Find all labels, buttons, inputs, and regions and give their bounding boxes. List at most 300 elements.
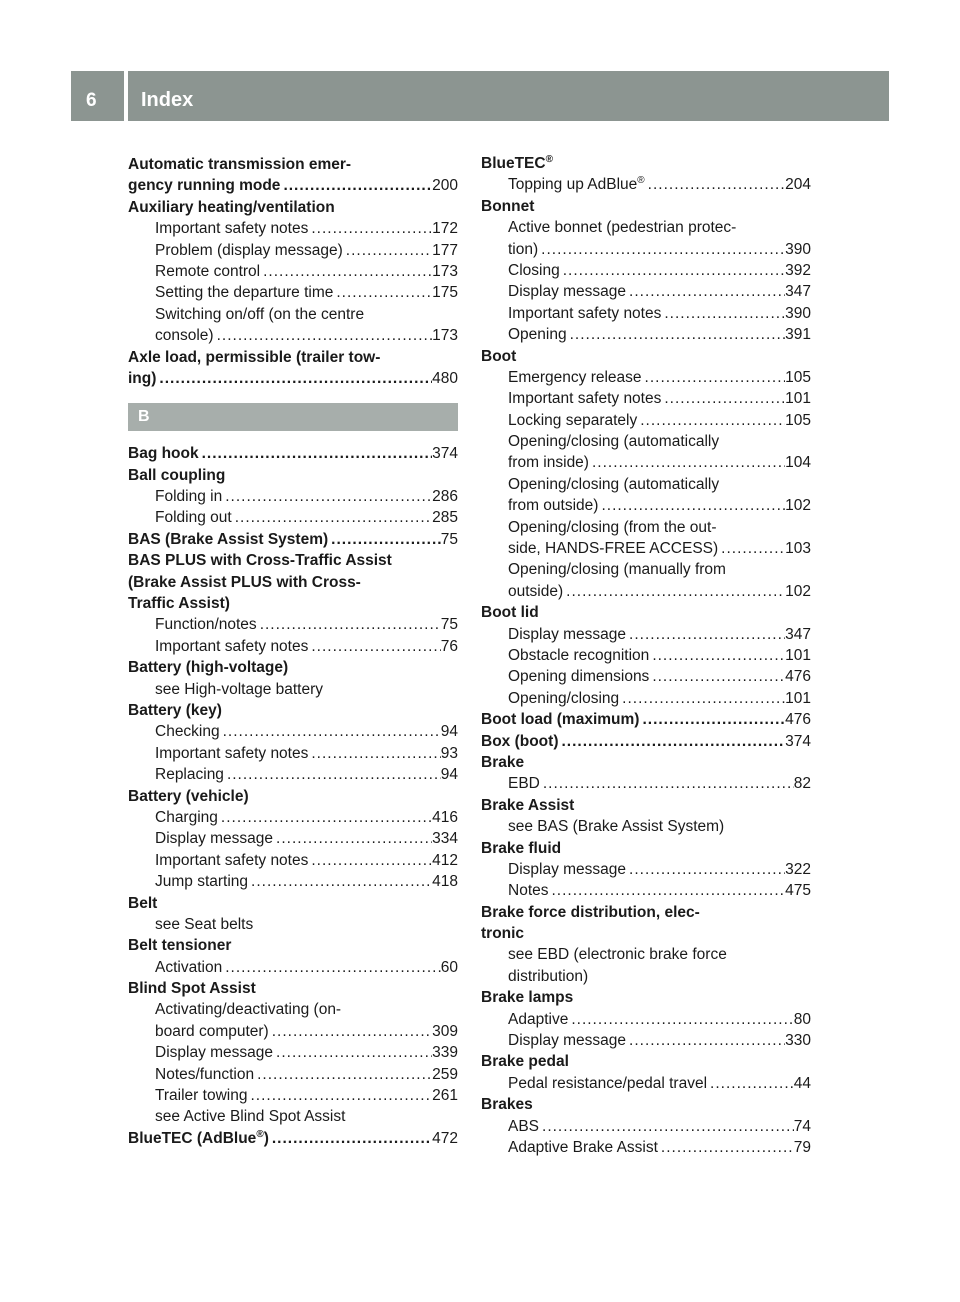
page-reference: 416 <box>432 808 458 826</box>
dot-leader <box>645 174 785 195</box>
entry-text <box>155 999 341 1020</box>
entry-label: Important safety notes <box>508 390 662 408</box>
dot-leader <box>539 1116 794 1137</box>
index-entries-b <box>128 443 458 1149</box>
page-reference: 259 <box>432 1065 458 1083</box>
index-subentry <box>481 624 811 645</box>
entry-text <box>508 559 726 580</box>
dot-leader <box>214 325 433 346</box>
entry-text <box>155 1106 345 1127</box>
index-heading <box>481 709 811 730</box>
index-subentry <box>128 743 458 764</box>
page-reference: 309 <box>432 1022 458 1040</box>
index-heading <box>128 1128 458 1149</box>
index-entries-c <box>481 153 811 1158</box>
page-reference: 339 <box>432 1044 458 1062</box>
index-subentry <box>481 324 811 345</box>
index-subentry <box>481 859 811 880</box>
entry-label: BlueTEC <box>481 155 546 172</box>
page-reference: 75 <box>440 616 458 634</box>
dot-leader <box>280 175 432 196</box>
entry-label: Adaptive <box>508 1010 569 1028</box>
entry-label: Charging <box>155 808 218 826</box>
entry-label: BlueTEC (AdBlue <box>128 1129 257 1147</box>
page-reference: 74 <box>793 1117 811 1135</box>
index-heading <box>128 657 458 678</box>
index-heading <box>128 786 458 807</box>
entry-text <box>508 1116 539 1137</box>
entry-text <box>481 346 516 367</box>
page-reference: 105 <box>785 411 811 429</box>
index-subentry <box>481 1116 811 1137</box>
entry-label: see Active Blind Spot Assist <box>155 1108 346 1126</box>
entry-label: Boot load (maximum) <box>481 711 640 729</box>
dot-leader <box>220 721 441 742</box>
index-subentry <box>128 486 458 507</box>
index-subentry <box>128 1042 458 1063</box>
dot-leader <box>560 260 785 281</box>
entry-label: Checking <box>155 723 220 741</box>
dot-leader <box>222 486 432 507</box>
index-heading <box>128 978 458 999</box>
entry-text <box>128 443 199 464</box>
entry-label: Replacing <box>155 766 224 784</box>
dot-leader <box>260 261 432 282</box>
page-reference: 75 <box>440 530 458 548</box>
index-subentry <box>481 281 811 302</box>
index-subentry <box>128 614 458 635</box>
entry-label: Brake Assist <box>481 796 575 814</box>
entry-label: Brake lamps <box>481 989 574 1007</box>
entry-text <box>508 452 589 473</box>
entry-text <box>508 859 626 880</box>
index-subentry <box>128 999 458 1020</box>
index-column-left <box>128 154 458 1149</box>
page-reference: 80 <box>793 1010 811 1028</box>
index-subentry <box>481 1009 811 1030</box>
index-subentry <box>481 816 811 837</box>
entry-label: Opening/closing (manually from <box>508 561 726 579</box>
index-heading <box>481 346 811 367</box>
index-heading <box>128 154 458 175</box>
index-subentry <box>481 688 811 709</box>
entry-label: Topping up AdBlue <box>508 176 638 194</box>
index-subentry <box>128 304 458 325</box>
entry-label: Display message <box>508 1032 627 1050</box>
index-heading <box>128 347 458 368</box>
index-heading <box>481 902 811 923</box>
index-subentry <box>128 828 458 849</box>
index-subentry <box>128 957 458 978</box>
page-reference: 172 <box>432 220 458 238</box>
entry-text <box>155 1042 273 1063</box>
index-subentry <box>128 282 458 303</box>
index-subentry <box>481 1030 811 1051</box>
dot-leader <box>248 871 432 892</box>
index-subentry <box>481 388 811 409</box>
page-reference: 285 <box>432 509 458 527</box>
entry-text <box>508 1137 658 1158</box>
entry-text <box>508 645 649 666</box>
dot-leader <box>567 324 786 345</box>
entry-label: Display message <box>155 830 274 848</box>
entry-text <box>508 816 724 837</box>
entry-label: Automatic transmission emer- <box>128 156 352 173</box>
entry-label: Brake force distribution, elec- <box>481 903 700 921</box>
entry-label: Function/notes <box>155 616 257 634</box>
index-subentry <box>128 325 458 346</box>
index-subentry <box>481 666 811 687</box>
entry-label: Folding in <box>155 488 223 506</box>
entry-text <box>128 347 380 368</box>
entry-text <box>508 239 538 260</box>
page-reference: 102 <box>785 582 811 600</box>
entry-label: Brake <box>481 753 525 771</box>
index-subentry <box>481 944 811 965</box>
page-reference: 204 <box>785 176 811 194</box>
entry-text <box>508 388 661 409</box>
dot-leader <box>649 666 785 687</box>
dot-leader <box>156 368 432 389</box>
index-subentry <box>481 880 811 901</box>
index-heading <box>481 1051 811 1072</box>
entry-label: side, HANDS-FREE ACCESS) <box>508 540 719 558</box>
entry-text <box>481 1051 569 1072</box>
index-heading <box>481 752 811 773</box>
dot-leader <box>558 731 785 752</box>
index-subentry <box>128 871 458 892</box>
entry-text <box>508 581 563 602</box>
entry-label: Setting the departure time <box>155 284 334 302</box>
registered-mark: ® <box>256 1128 264 1140</box>
dot-leader <box>343 240 432 261</box>
entry-label: Switching on/off (on the centre <box>155 305 365 323</box>
dot-leader <box>333 282 432 303</box>
index-subentry <box>481 495 811 516</box>
entry-label: Activating/deactivating (on- <box>155 1001 342 1019</box>
entry-text <box>128 935 231 956</box>
entry-text <box>128 154 351 175</box>
entry-label: board computer) <box>155 1022 269 1040</box>
page-reference: 330 <box>785 1032 811 1050</box>
entry-label: Display message <box>508 283 627 301</box>
page-reference: 101 <box>785 689 811 707</box>
entry-label: Opening <box>508 326 567 344</box>
dot-leader <box>254 1064 432 1085</box>
dot-leader <box>269 1021 432 1042</box>
entry-text <box>508 966 588 987</box>
page-reference: 105 <box>785 368 811 386</box>
page-reference: 104 <box>785 454 811 472</box>
dot-leader <box>626 1030 785 1051</box>
entry-text <box>155 679 323 700</box>
entry-label: Trailer towing <box>155 1087 248 1105</box>
page-reference: 200 <box>432 177 458 195</box>
entry-label: Opening/closing <box>508 689 620 707</box>
dot-leader <box>308 218 432 239</box>
dot-leader <box>308 636 440 657</box>
dot-leader <box>218 807 432 828</box>
index-heading <box>481 923 811 944</box>
dot-leader <box>658 1137 794 1158</box>
entry-text <box>155 486 222 507</box>
entry-text <box>481 196 534 217</box>
dot-leader <box>247 1085 432 1106</box>
dot-leader <box>619 688 785 709</box>
index-subentry <box>128 1106 458 1127</box>
entry-text <box>155 743 308 764</box>
index-subentry <box>481 431 811 452</box>
index-subentry <box>481 645 811 666</box>
entry-label: from outside) <box>508 497 599 515</box>
page-reference: 173 <box>432 327 458 345</box>
dot-leader <box>637 410 785 431</box>
index-heading <box>128 465 458 486</box>
entry-text <box>481 752 524 773</box>
entry-text <box>508 688 619 709</box>
entry-label: Axle load, permissible (trailer tow- <box>128 348 381 366</box>
entry-text <box>155 1064 254 1085</box>
entry-text <box>128 465 225 486</box>
entry-label: Battery (vehicle) <box>128 787 249 805</box>
entry-label: Boot <box>481 347 517 365</box>
index-subentry <box>128 807 458 828</box>
entry-text <box>155 636 308 657</box>
entry-text <box>508 1009 568 1030</box>
entry-text <box>508 303 661 324</box>
page-reference: 475 <box>785 882 811 900</box>
entry-text <box>128 978 256 999</box>
entry-label: ABS <box>508 1117 540 1135</box>
entry-text <box>508 260 560 281</box>
entry-label: Belt tensioner <box>128 937 232 955</box>
entry-label: see Seat belts <box>155 915 254 933</box>
index-heading <box>481 153 811 174</box>
entry-text <box>155 1085 247 1106</box>
entry-label: Bag hook <box>128 445 199 463</box>
index-subentry <box>128 764 458 785</box>
page-reference: 261 <box>432 1087 458 1105</box>
entry-text <box>155 282 333 303</box>
index-heading <box>128 572 458 593</box>
entry-text <box>155 871 248 892</box>
entry-text <box>481 902 700 923</box>
entry-label: gency running mode <box>128 177 281 195</box>
index-subentry <box>128 1085 458 1106</box>
page-reference: 286 <box>432 488 458 506</box>
entry-label: Blind Spot Assist <box>128 980 256 998</box>
dot-leader <box>707 1073 794 1094</box>
entry-text <box>155 807 218 828</box>
index-heading <box>128 935 458 956</box>
index-subentry <box>128 850 458 871</box>
entry-text <box>128 1128 269 1149</box>
dot-leader <box>540 773 794 794</box>
entry-text <box>481 795 574 816</box>
dot-leader <box>661 303 785 324</box>
page-reference: 390 <box>785 240 811 258</box>
entry-text <box>508 281 626 302</box>
entry-text <box>128 893 157 914</box>
index-subentry <box>481 1073 811 1094</box>
index-subentry <box>128 218 458 239</box>
entry-label: Belt <box>128 894 158 912</box>
index-heading <box>128 368 458 389</box>
page-reference: 76 <box>440 637 458 655</box>
index-entries-a <box>128 154 458 389</box>
page-reference: 391 <box>785 326 811 344</box>
index-subentry <box>481 1137 811 1158</box>
index-heading <box>128 700 458 721</box>
entry-text <box>128 197 335 218</box>
page-reference: 93 <box>440 744 458 762</box>
index-subentry <box>128 914 458 935</box>
page-reference: 44 <box>793 1074 811 1092</box>
index-heading <box>128 593 458 614</box>
dot-leader <box>308 743 440 764</box>
header-bar <box>71 71 889 121</box>
page-reference: 334 <box>432 830 458 848</box>
dot-leader <box>222 957 441 978</box>
dot-leader <box>639 709 785 730</box>
entry-label: from inside) <box>508 454 589 472</box>
entry-label: Opening/closing (automatically <box>508 433 720 451</box>
page-reference: 412 <box>432 851 458 869</box>
entry-label: Boot lid <box>481 604 539 622</box>
dot-leader <box>649 645 785 666</box>
entry-label: Battery (key) <box>128 701 222 719</box>
entry-text <box>155 218 308 239</box>
entry-text <box>508 880 549 901</box>
page-reference: 472 <box>432 1129 458 1147</box>
page-reference: 82 <box>793 775 811 793</box>
entry-text <box>508 431 719 452</box>
index-heading <box>481 602 811 623</box>
index-subentry <box>128 721 458 742</box>
dot-leader <box>269 1128 432 1149</box>
page-reference: 101 <box>785 390 811 408</box>
index-subentry <box>481 474 811 495</box>
entry-label: Notes/function <box>155 1065 255 1083</box>
entry-label: Display message <box>155 1044 274 1062</box>
index-heading <box>128 443 458 464</box>
entry-text <box>508 410 637 431</box>
entry-label: tion) <box>508 240 539 258</box>
entry-label: Display message <box>508 625 627 643</box>
entry-text <box>128 786 249 807</box>
entry-text <box>481 1094 533 1115</box>
header-divider <box>124 71 128 121</box>
entry-text <box>128 593 230 614</box>
index-subentry <box>481 410 811 431</box>
entry-text <box>481 923 524 944</box>
index-subentry <box>128 261 458 282</box>
index-subentry <box>481 260 811 281</box>
page-reference: 390 <box>785 304 811 322</box>
entry-text <box>481 153 553 174</box>
page-reference: 103 <box>785 540 811 558</box>
entry-label: Closing <box>508 261 560 279</box>
entry-text <box>128 529 328 550</box>
entry-label: Opening/closing (from the out- <box>508 518 717 536</box>
dot-leader <box>642 367 786 388</box>
entry-label: Adaptive Brake Assist <box>508 1138 658 1156</box>
registered-mark: ® <box>545 153 553 165</box>
page-reference: 418 <box>432 873 458 891</box>
dot-leader <box>626 859 785 880</box>
index-heading <box>481 987 811 1008</box>
page-reference: 102 <box>785 497 811 515</box>
index-heading <box>481 196 811 217</box>
dot-leader <box>308 850 432 871</box>
entry-label: Important safety notes <box>155 851 309 869</box>
index-subentry <box>481 773 811 794</box>
dot-leader <box>718 538 785 559</box>
entry-label: Emergency release <box>508 368 642 386</box>
page-reference: 173 <box>432 262 458 280</box>
entry-label: Folding out <box>155 509 232 527</box>
entry-label: Important safety notes <box>155 220 309 238</box>
index-subentry <box>481 452 811 473</box>
entry-label: distribution) <box>508 967 589 985</box>
entry-label: Important safety notes <box>155 744 309 762</box>
entry-label: Active bonnet (pedestrian protec- <box>508 219 737 237</box>
entry-label: Box (boot) <box>481 732 559 750</box>
dot-leader <box>273 1042 432 1063</box>
entry-text <box>155 614 257 635</box>
page-reference: 79 <box>793 1138 811 1156</box>
index-subentry <box>481 174 811 195</box>
entry-label: Obstacle recognition <box>508 646 650 664</box>
entry-text <box>155 261 260 282</box>
index-subentry <box>128 1021 458 1042</box>
index-column-right <box>481 153 811 1158</box>
entry-text <box>155 850 308 871</box>
dot-leader <box>199 443 433 464</box>
index-subentry <box>481 966 811 987</box>
entry-label: Important safety notes <box>155 637 309 655</box>
entry-label: see EBD (electronic brake force <box>508 946 727 964</box>
dot-leader <box>232 507 432 528</box>
entry-label: Bonnet <box>481 197 535 215</box>
index-heading <box>128 529 458 550</box>
page-reference: 60 <box>440 958 458 976</box>
entry-label: Jump starting <box>155 873 249 891</box>
entry-label: ing) <box>128 369 157 387</box>
entry-text <box>128 550 392 571</box>
dot-leader <box>626 281 785 302</box>
dot-leader <box>538 239 785 260</box>
dot-leader <box>598 495 785 516</box>
dot-leader <box>549 880 786 901</box>
page-reference: 347 <box>785 283 811 301</box>
page-reference: 347 <box>785 625 811 643</box>
page-reference: 480 <box>432 369 458 387</box>
dot-leader <box>568 1009 793 1030</box>
entry-text <box>508 517 717 538</box>
index-subentry <box>128 679 458 700</box>
page-reference: 94 <box>440 766 458 784</box>
index-subentry <box>481 217 811 238</box>
entry-label-tail: ) <box>263 1129 269 1147</box>
entry-text <box>155 1021 269 1042</box>
entry-label: tronic <box>481 925 525 943</box>
page-reference: 322 <box>785 860 811 878</box>
entry-text <box>155 914 253 935</box>
entry-label: Opening/closing (automatically <box>508 475 720 493</box>
page-reference: 94 <box>440 723 458 741</box>
entry-label: (Brake Assist PLUS with Cross- <box>128 573 361 591</box>
